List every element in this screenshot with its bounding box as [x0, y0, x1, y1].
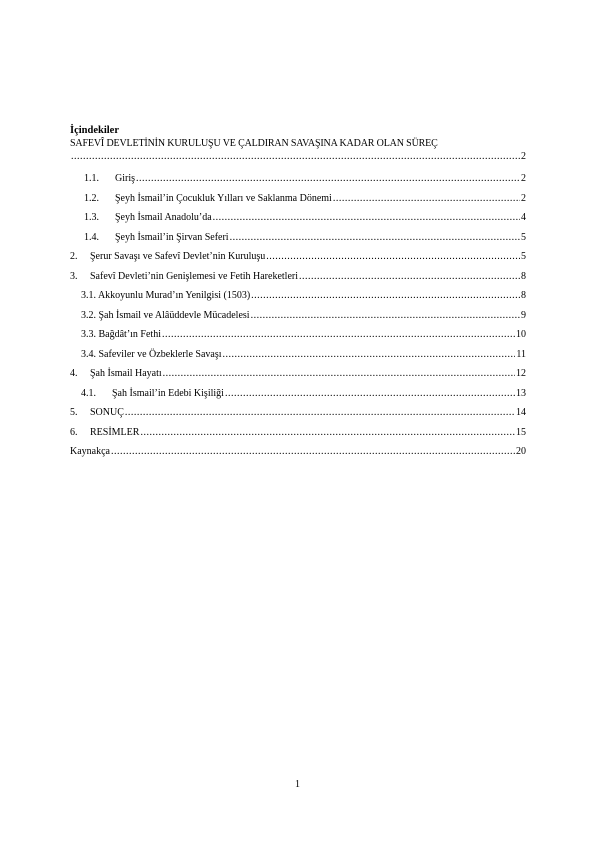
- toc-entry-page: 8: [521, 270, 526, 282]
- dot-leader: [230, 228, 520, 247]
- dot-leader: [136, 169, 520, 188]
- toc-entry[interactable]: [70, 423, 526, 443]
- toc-entry-page: 2: [521, 173, 526, 184]
- toc-entry[interactable]: [70, 364, 526, 384]
- toc-entry-number: 3.: [70, 270, 78, 282]
- dot-leader: [140, 423, 515, 442]
- toc-entry-page: 5: [521, 231, 526, 243]
- toc-entry[interactable]: [70, 403, 526, 423]
- toc-entry[interactable]: [70, 208, 526, 228]
- toc-heading: İçindekiler: [70, 125, 119, 136]
- toc-entry[interactable]: [70, 306, 526, 326]
- toc-entry[interactable]: [70, 189, 526, 209]
- toc-entry-title: Şah İsmail’in Edebi Kişiliği: [112, 387, 224, 399]
- toc-entry-title: Şah İsmail Hayatı: [90, 368, 162, 379]
- toc-entry[interactable]: [70, 442, 526, 462]
- dot-leader: [163, 364, 515, 383]
- toc-entry-title: 3.2. Şah İsmail ve Alâüddevle Mücadelesi: [81, 309, 250, 321]
- toc-entry-page: 20: [516, 446, 526, 457]
- dot-leader: [251, 306, 520, 325]
- toc-entry[interactable]: [70, 247, 526, 267]
- dot-leader: [162, 325, 515, 344]
- toc-entry-page: 5: [521, 251, 526, 262]
- toc-entry-number: 1.3.: [84, 212, 99, 223]
- toc-entry-title: 3.1. Akkoyunlu Murad’ın Yenilgisi (1503): [81, 290, 251, 301]
- toc-entry[interactable]: [70, 325, 526, 345]
- toc-entry-page: 9: [521, 309, 526, 321]
- toc-entry-title: Kaynakça: [70, 446, 110, 457]
- toc-entry-page: 2: [521, 192, 526, 204]
- dot-leader: [333, 189, 520, 208]
- toc-entry-page: 11: [516, 348, 526, 360]
- toc-entry[interactable]: [70, 150, 526, 169]
- dot-leader: [251, 286, 520, 305]
- toc-entry-title: 3.4. Safeviler ve Özbeklerle Savaşı: [81, 348, 222, 360]
- toc-entry-number: 6.: [70, 426, 78, 438]
- toc-entry-page: 10: [516, 329, 526, 340]
- toc-entry-page: 13: [516, 387, 526, 399]
- table-of-contents: [70, 124, 526, 462]
- toc-entry[interactable]: [70, 384, 526, 404]
- toc-entry-page: 14: [516, 407, 526, 418]
- dot-leader: [266, 247, 520, 266]
- dot-leader: [111, 442, 515, 461]
- toc-entry-title[interactable]: SAFEVÎ DEVLETİNİN KURULUŞU VE ÇALDIRAN SAVAŞINA KADAR OLAN SÜREÇ: [70, 138, 438, 149]
- toc-entry-title: Safevî Devleti’nin Genişlemesi ve Fetih Hareketleri: [90, 270, 298, 282]
- toc-entry-title: Şeyh İsmail Anadolu’da: [115, 212, 212, 223]
- toc-entry[interactable]: [70, 228, 526, 248]
- toc-entry-number: 1.2.: [84, 192, 99, 204]
- toc-entry-page: 4: [521, 212, 526, 223]
- toc-entry-number: 4.1.: [81, 387, 96, 399]
- dot-leader: [299, 267, 520, 286]
- toc-entry-number: 2.: [70, 251, 78, 262]
- toc-entry[interactable]: [70, 169, 526, 189]
- toc-entry-title: RESİMLER: [90, 426, 140, 438]
- dot-leader: [223, 345, 516, 364]
- dot-leader: [125, 403, 515, 422]
- toc-entry-number: 1.4.: [84, 231, 99, 243]
- toc-entry[interactable]: [70, 286, 526, 306]
- toc-entry-title: Şerur Savaşı ve Safevî Devlet’nin Kuruluşu: [90, 251, 266, 262]
- toc-entry-page: 15: [516, 426, 526, 438]
- dot-leader: [225, 384, 515, 403]
- toc-entry-title: Şeyh İsmail’in Şirvan Seferi: [115, 231, 229, 243]
- dot-leader: [213, 208, 520, 227]
- toc-entry-number: 4.: [70, 368, 78, 379]
- dot-leader: [71, 150, 520, 163]
- toc-entry-number: 1.1.: [84, 173, 99, 184]
- toc-entry-title: Giriş: [115, 173, 135, 184]
- toc-entry-page: 2: [521, 151, 526, 162]
- toc-entry-page: 12: [516, 368, 526, 379]
- toc-entry[interactable]: [70, 267, 526, 287]
- toc-entry[interactable]: [70, 345, 526, 365]
- toc-entry-title: 3.3. Bağdât’ın Fethi: [81, 329, 161, 340]
- page-number: 1: [295, 779, 300, 790]
- toc-entry-number: 5.: [70, 407, 78, 418]
- toc-entry-title: SONUÇ: [90, 407, 124, 418]
- toc-entry-title: Şeyh İsmail’in Çocukluk Yılları ve Saklanma Dönemi: [115, 192, 332, 204]
- toc-entry-page: 8: [521, 290, 526, 301]
